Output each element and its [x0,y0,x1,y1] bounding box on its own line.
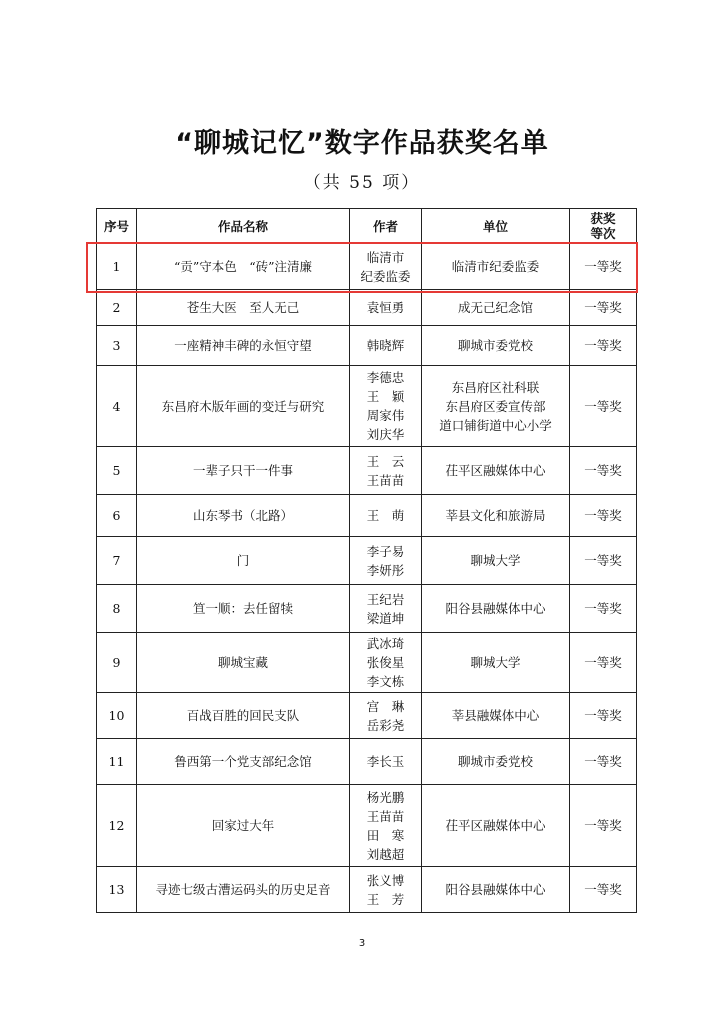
header-unit: 单位 [422,209,570,244]
row-award: 一等奖 [570,867,637,913]
row-award: 一等奖 [570,366,637,447]
row-name: 一座精神丰碑的永恒守望 [137,326,350,366]
row-authors: 王 萌 [350,495,422,537]
row-no: 3 [97,326,137,366]
row-award: 一等奖 [570,739,637,785]
row-name: 笪一顺：去任留犊 [137,585,350,633]
row-award: 一等奖 [570,693,637,739]
row-authors: 张义博 王 芳 [350,867,422,913]
table-row [97,785,637,867]
row-name: 百战百胜的回民支队 [137,693,350,739]
row-no: 6 [97,495,137,537]
row-award: 一等奖 [570,290,637,326]
row-unit: 聊城市委党校 [422,326,570,366]
row-name: 山东琴书（北路） [137,495,350,537]
row-authors: 袁恒勇 [350,290,422,326]
row-no: 12 [97,785,137,867]
row-authors: 李德忠 王 颖 周家伟 刘庆华 [350,366,422,447]
row-unit: 聊城大学 [422,537,570,585]
row-authors: 武冰琦 张俊星 李文栋 [350,633,422,693]
row-authors: 王 云 王苗苗 [350,447,422,495]
table-row [97,693,637,739]
row-unit: 莘县融媒体中心 [422,693,570,739]
row-name: 门 [137,537,350,585]
header-name: 作品名称 [137,209,350,244]
table-row [97,366,637,447]
award-table [96,208,637,913]
row-name: “贡”守本色 “砖”注清廉 [137,244,350,290]
row-name: 鲁西第一个党支部纪念馆 [137,739,350,785]
row-no: 8 [97,585,137,633]
row-name: 东昌府木版年画的变迁与研究 [137,366,350,447]
row-name: 苍生大医 至人无己 [137,290,350,326]
row-award: 一等奖 [570,495,637,537]
row-name: 寻迹七级古漕运码头的历史足音 [137,867,350,913]
row-award: 一等奖 [570,244,637,290]
table-row [97,739,637,785]
row-award: 一等奖 [570,633,637,693]
table-row [97,326,637,366]
row-award: 一等奖 [570,785,637,867]
row-no: 11 [97,739,137,785]
row-unit: 临清市纪委监委 [422,244,570,290]
header-no: 序号 [97,209,137,244]
row-no: 7 [97,537,137,585]
row-authors: 宫 琳 岳彩尧 [350,693,422,739]
page-title: “聊城记忆”数字作品获奖名单 [175,128,549,159]
table-row [97,244,637,290]
row-unit: 茌平区融媒体中心 [422,785,570,867]
row-unit: 阳谷县融媒体中心 [422,585,570,633]
row-unit: 东昌府区社科联 东昌府区委宣传部 道口铺街道中心小学 [422,366,570,447]
table-row [97,495,637,537]
row-authors: 杨光鹏 王苗苗 田 寒 刘越超 [350,785,422,867]
row-no: 4 [97,366,137,447]
row-award: 一等奖 [570,326,637,366]
row-unit: 茌平区融媒体中心 [422,447,570,495]
table-row [97,867,637,913]
item-count: （共 55 项） [303,173,421,193]
table-row [97,633,637,693]
page-number: 3 [358,938,366,949]
row-no: 2 [97,290,137,326]
row-unit: 莘县文化和旅游局 [422,495,570,537]
row-no: 10 [97,693,137,739]
row-authors: 临清市 纪委监委 [350,244,422,290]
row-no: 5 [97,447,137,495]
row-authors: 王纪岩 梁道坤 [350,585,422,633]
table-row [97,537,637,585]
row-name: 聊城宝藏 [137,633,350,693]
row-name: 一辈子只干一件事 [137,447,350,495]
row-unit: 聊城市委党校 [422,739,570,785]
row-authors: 李长玉 [350,739,422,785]
row-award: 一等奖 [570,537,637,585]
table-header-row [97,209,637,244]
row-no: 9 [97,633,137,693]
row-name: 回家过大年 [137,785,350,867]
row-no: 13 [97,867,137,913]
header-award: 获奖 等次 [570,209,637,244]
table-row [97,447,637,495]
row-unit: 成无己纪念馆 [422,290,570,326]
table-row [97,585,637,633]
header-authors: 作者 [350,209,422,244]
row-award: 一等奖 [570,447,637,495]
table-row [97,290,637,326]
row-no: 1 [97,244,137,290]
row-award: 一等奖 [570,585,637,633]
row-authors: 韩晓辉 [350,326,422,366]
row-authors: 李子易 李妍彤 [350,537,422,585]
row-unit: 阳谷县融媒体中心 [422,867,570,913]
row-unit: 聊城大学 [422,633,570,693]
